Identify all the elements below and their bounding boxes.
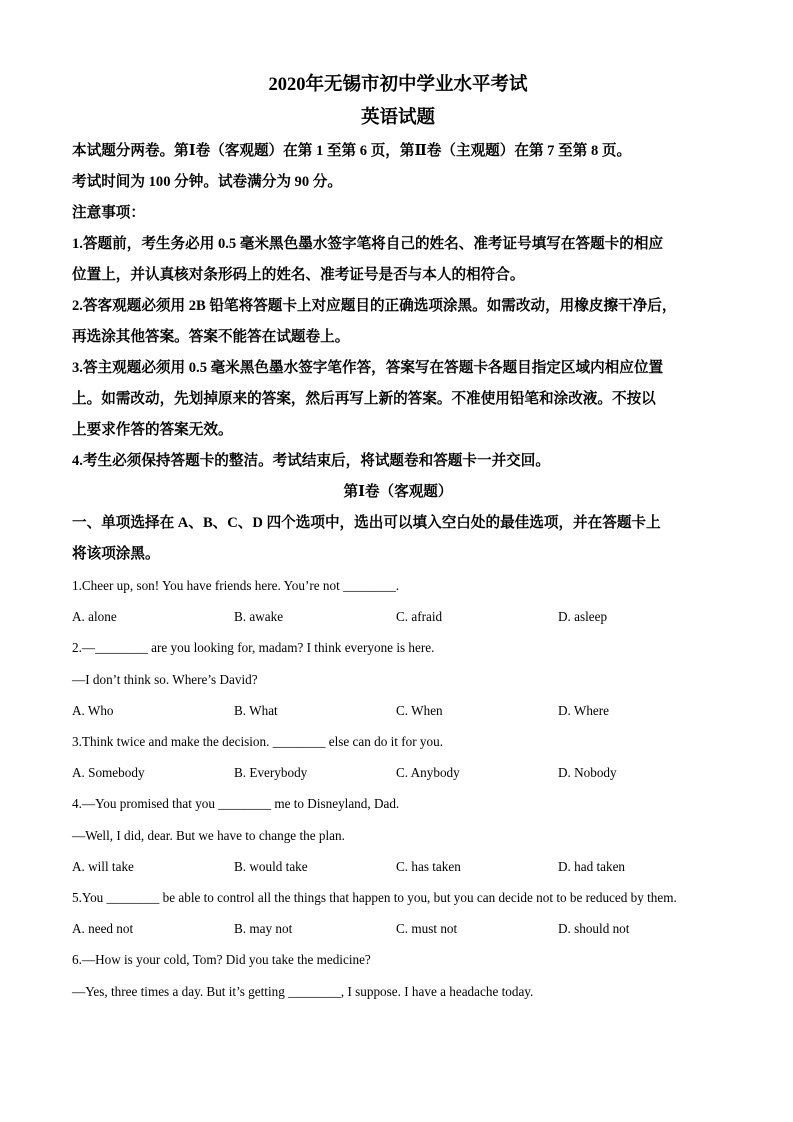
instruction-line: 注意事项：: [72, 205, 145, 221]
option-a: A. will take: [72, 858, 134, 874]
options-row: [72, 601, 724, 632]
instruction-line: 3.答主观题必须用 0.5 毫米黑色墨水签字笔作答，答案写在答题卡各题目指定区域内相应位置: [72, 360, 664, 376]
option-d: D. should not: [558, 921, 630, 937]
section-heading-line: 一、单项选择在 A、B、C、D 四个选项中，选出可以填入空白处的最佳选项，并在答题卡上: [72, 515, 661, 531]
options-row: [72, 757, 724, 788]
option-b: B. Everybody: [234, 765, 308, 781]
question-5: [72, 882, 724, 944]
options-row: [72, 851, 724, 882]
instruction-line: 4.考生必须保持答题卡的整洁。考试结束后，将试题卷和答题卡一并交回。: [72, 453, 550, 469]
instruction-line: 上。如需改动，先划掉原来的答案，然后再写上新的答案。不准使用铅笔和涂改液。不按以: [72, 391, 656, 407]
option-d: D. had taken: [558, 858, 626, 874]
instruction-line: 再选涂其他答案。答案不能答在试题卷上。: [72, 329, 350, 345]
question-6: [72, 944, 724, 1006]
question-line: 1.Cheer up, son! You have friends here. You’re not ________.: [72, 578, 400, 593]
question-line: —I don’t think so. Where’s David?: [72, 671, 258, 687]
option-a: A. alone: [72, 609, 117, 625]
option-c: C. must not: [396, 921, 458, 937]
option-b: B. What: [234, 702, 278, 718]
option-a: A. Somebody: [72, 765, 145, 781]
question-4: [72, 788, 724, 882]
option-c: C. has taken: [396, 858, 461, 874]
option-a: A. need not: [72, 921, 134, 937]
exam-subtitle: 英语试题: [360, 108, 435, 128]
option-a: A. Who: [72, 702, 114, 718]
instruction-line: 考试时间为 100 分钟。试卷满分为 90 分。: [72, 174, 342, 190]
instruction-line: 2.答客观题必须用 2B 铅笔将答题卡上对应题目的正确选项涂黑。如需改动，用橡皮擦干净后，: [72, 298, 677, 314]
instruction-line: 本试题分两卷。第Ⅰ卷（客观题）在第 1 至第 6 页，第Ⅱ卷（主观题）在第 7 至第 8 页。: [72, 143, 632, 159]
question-3: [72, 726, 724, 788]
option-d: D. Where: [558, 702, 610, 718]
option-c: C. afraid: [396, 609, 443, 625]
question-line: 2.—________ are you looking for, madam? I think everyone is here.: [72, 640, 435, 656]
option-c: C. Anybody: [396, 765, 460, 781]
question-line: 5.You ________ be able to control all the things that happen to you, but you can decide not to be reduced by them.: [72, 890, 677, 906]
question-line: —Yes, three times a day. But it’s getting ________, I suppose. I have a headache today.: [72, 983, 534, 999]
option-d: D. Nobody: [558, 765, 617, 781]
exam-title: 2020年无锡市初中学业水平考试: [268, 75, 528, 95]
part-heading: 第Ⅰ卷（客观题）: [343, 484, 453, 500]
question-2: [72, 632, 724, 726]
option-b: B. awake: [234, 609, 284, 625]
question-1: [72, 570, 724, 632]
question-line: 3.Think twice and make the decision. ________ else can do it for you.: [72, 734, 443, 750]
instruction-line: 上要求作答的答案无效。: [72, 422, 233, 438]
instructions: [72, 136, 724, 477]
instruction-line: 1.答题前，考生务必用 0.5 毫米黑色墨水签字笔将自己的姓名、准考证号填写在答题卡的相应: [72, 236, 664, 252]
document-page: [72, 68, 724, 1007]
options-row: [72, 695, 724, 726]
option-b: B. would take: [234, 858, 308, 874]
option-d: D. asleep: [558, 609, 608, 625]
question-line: 4.—You promised that you ________ me to Disneyland, Dad.: [72, 796, 400, 812]
question-line: 6.—How is your cold, Tom? Did you take the medicine?: [72, 952, 371, 968]
section-heading-line: 将该项涂黑。: [72, 546, 160, 562]
instruction-line: 位置上，并认真核对条形码上的姓名、准考证号是否与本人的相符合。: [72, 267, 525, 283]
question-line: —Well, I did, dear. But we have to change the plan.: [72, 827, 345, 843]
options-row: [72, 913, 724, 944]
option-b: B. may not: [234, 921, 293, 937]
option-c: C. When: [396, 702, 443, 718]
